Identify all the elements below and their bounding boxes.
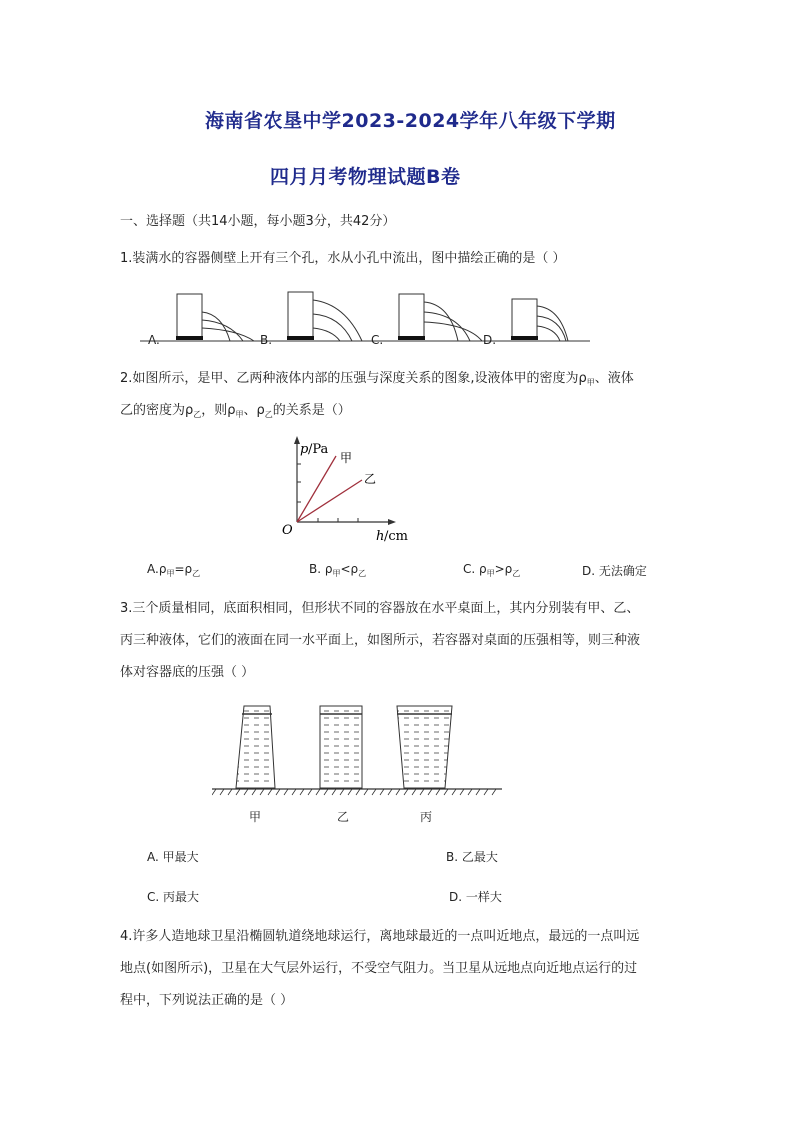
q3-option-a: A. 甲最大	[147, 850, 199, 864]
container-label-yi: 乙	[337, 810, 350, 824]
q2-b-pre: B. ρ	[309, 562, 333, 576]
q1-option-a-label: A.	[148, 333, 160, 347]
q2-b-mid: <ρ	[340, 562, 359, 576]
container-label-jia: 甲	[249, 810, 262, 824]
q2-option-c	[463, 562, 520, 579]
q2-d-pre: D. 无法确定	[582, 564, 647, 578]
container-yi	[320, 706, 362, 788]
label-yi: 乙	[364, 472, 377, 486]
q1-option-c-figure	[398, 294, 482, 341]
q2-line2-sub2: 甲	[235, 410, 244, 419]
q2-option-d	[582, 562, 647, 579]
q1-option-b-label: B.	[260, 333, 273, 347]
question-1-figure	[140, 286, 590, 348]
q2-line2-b: ，则ρ	[201, 403, 236, 418]
page-title-line1: 海南省农垦中学2023-2024学年八年级下学期	[205, 110, 616, 132]
page-title-line2: 四月月考物理试题B卷	[270, 166, 461, 188]
q1-option-b-figure	[287, 292, 362, 341]
q2-line2-sub3: 乙	[264, 410, 273, 419]
question-1-text: 1.装满水的容器侧壁上开有三个孔，水从小孔中流出，图中描绘正确的是（ ）	[120, 251, 566, 266]
q2-c-mid: >ρ	[494, 562, 513, 576]
question-4-line1: 4.许多人造地球卫星沿椭圆轨道绕地球运行，离地球最近的一点叫近地点，最远的一点叫远	[120, 929, 640, 944]
q2-c-s2: 乙	[512, 569, 521, 578]
q2-line1-end: 、液体	[594, 371, 634, 386]
line-jia	[297, 456, 336, 522]
question-3-line3: 体对容器底的压强（ ）	[120, 665, 255, 680]
q3-option-b: B. 乙最大	[446, 850, 498, 864]
q2-line1-sub: 甲	[586, 378, 595, 387]
q2-a-mid: =ρ	[174, 562, 193, 576]
q2-c-s1: 甲	[486, 569, 495, 578]
question-2-graph	[276, 436, 416, 548]
label-jia: 甲	[340, 451, 353, 465]
q1-option-c-label: C.	[371, 333, 384, 347]
q2-b-s1: 甲	[332, 569, 341, 578]
q2-line1-text: 2.如图所示，是甲、乙两种液体内部的压强与深度关系的图象,设液体甲的密度为ρ	[120, 371, 587, 386]
q2-line2-sub1: 乙	[193, 410, 202, 419]
x-axis-label-unit: /cm	[384, 529, 408, 544]
question-2-line2	[120, 396, 351, 430]
q1-option-d-label: D.	[483, 333, 497, 347]
container-label-bing: 丙	[420, 810, 433, 824]
origin-label: O	[282, 523, 293, 538]
question-3-figure	[212, 700, 504, 804]
q2-line2-c: 、ρ	[243, 403, 265, 418]
q3-option-d: D. 一样大	[449, 890, 502, 904]
q3-option-c: C. 丙最大	[147, 890, 200, 904]
q1-option-d-figure	[511, 299, 568, 341]
question-4-line3: 程中，下列说法正确的是（ ）	[120, 993, 294, 1008]
q2-option-b	[309, 562, 366, 579]
q2-line2-d: 的关系是（）	[272, 403, 351, 418]
q2-line2-a: 乙的密度为ρ	[120, 403, 194, 418]
q1-option-a-figure	[176, 294, 254, 341]
question-2-line1	[120, 364, 634, 398]
q2-a-pre: A.ρ	[147, 562, 167, 576]
q2-a-s2: 乙	[192, 569, 201, 578]
q2-c-pre: C. ρ	[463, 562, 487, 576]
y-axis-label-p: p	[300, 442, 309, 457]
q2-option-a	[147, 562, 200, 579]
q2-a-s1: 甲	[166, 569, 175, 578]
container-jia	[236, 706, 275, 788]
question-3-line1: 3.三个质量相同，底面积相同，但形状不同的容器放在水平桌面上，其内分别装有甲、乙、	[120, 601, 640, 616]
line-yi	[297, 480, 362, 522]
y-axis-label-unit: /Pa	[308, 442, 329, 457]
question-3-line2: 丙三种液体，它们的液面在同一水平面上，如图所示，若容器对桌面的压强相等，则三种液	[120, 633, 641, 648]
question-4-line2: 地点(如图所示)，卫星在大气层外运行，不受空气阻力。当卫星从远地点向近地点运行的过	[120, 961, 638, 976]
q2-b-s2: 乙	[358, 569, 367, 578]
container-bing	[397, 706, 452, 788]
section-heading: 一、选择题（共14小题，每小题3分，共42分）	[120, 214, 396, 229]
x-axis-label-h: h	[376, 529, 385, 544]
